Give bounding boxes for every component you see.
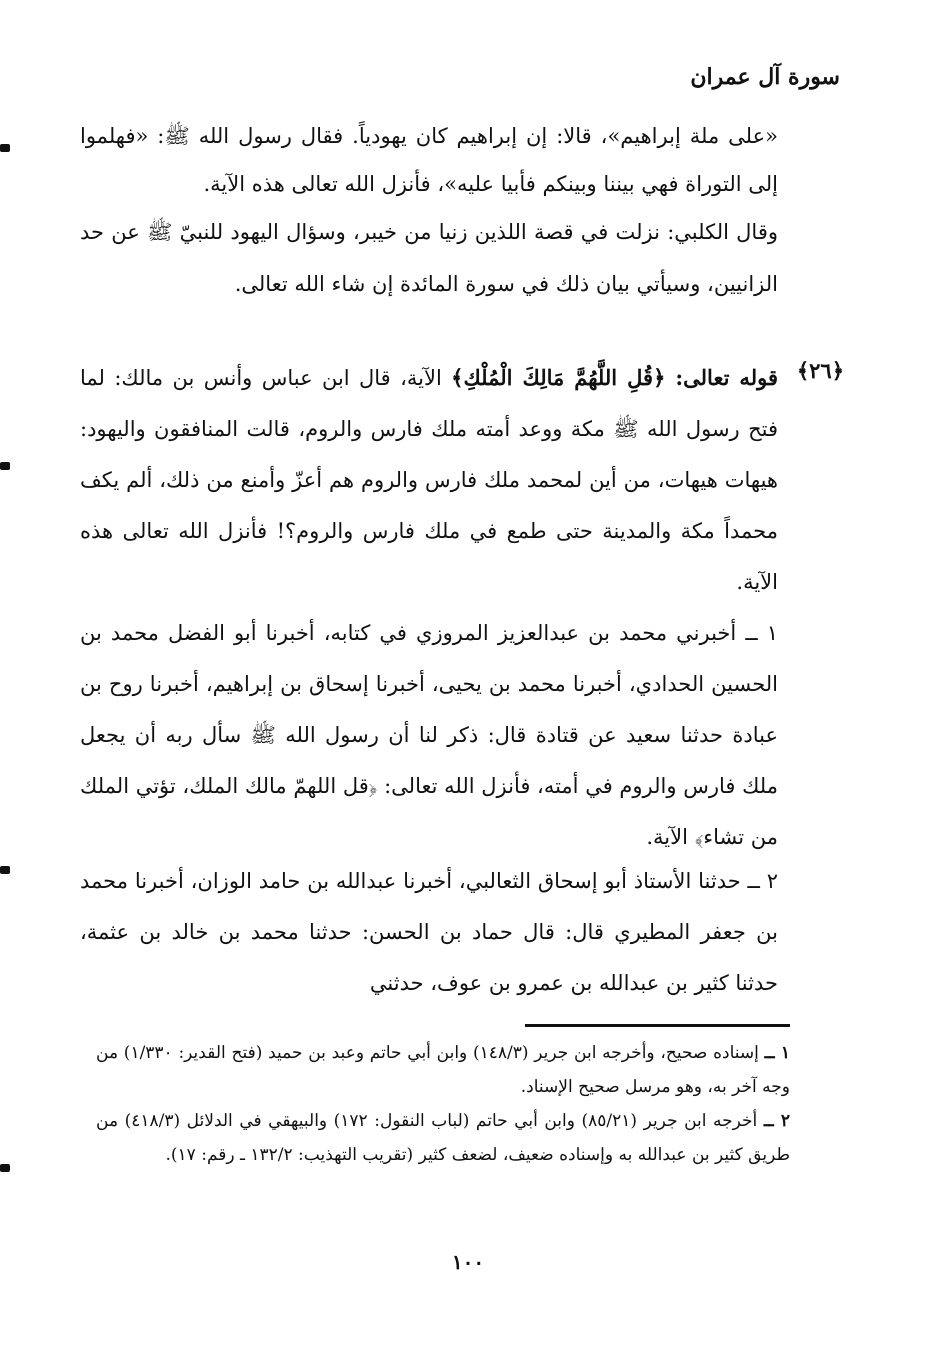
paragraph-2: وقال الكلبي: نزلت في قصة اللذين زنيا من خيبر، وسؤال اليهود للنبيّ ﷺ عن حد الزانيين، وسيأتي بيان ذلك في سورة المائدة إن شاء الله تعالى. [80,220,778,296]
footnotes [96,1036,790,1172]
footnote-number: ٢ ــ [763,1111,790,1131]
scan-edge-mark [0,144,10,152]
page-number: ١٠٠ [451,1250,485,1274]
footnote-text: إسناده صحيح، وأخرجه ابن جرير (١٤٨/٣) وابن أبي حاتم وعبد بن حميد (فتح القدير: ١/٣٣٠) من وجه آخر به، وهو مرسل صحيح الإسناد. [96,1043,790,1097]
paragraph-3-text: الآية، قال ابن عباس وأنس بن مالك: لما فتح رسول الله ﷺ مكة ووعد أمته ملك فارس والروم، قالت المنافقون واليهود: هيهات هيهات، من أين لمحمد ملك فارس والروم هم أعزّ وأمنع من ذلك، ألم يكف محمداً مكة والمدينة حتى طمع في ملك فارس والروم؟! فأنزل الله تعالى هذه الآية. [80,366,778,594]
scan-edge-mark [0,1164,10,1172]
scan-edge-mark [0,866,10,874]
verse-quote: قوله تعالى: ﴿قُلِ اللَّهُمَّ مَالِكَ الْمُلْكِ﴾ [451,365,778,390]
scan-edge-mark [0,462,10,470]
paragraph-3 [80,352,778,608]
footnote-text: أخرجه ابن جرير (٨٥/٢١) وابن أبي حاتم (لباب النقول: ١٧٢) والبيهقي في الدلائل (٤١٨/٣) من طريق كثير بن عبدالله به وإسناده ضعيف، لضعف كثير (تقريب التهذيب: ١٣٢/٢ ـ رقم: ١٧). [96,1111,790,1165]
hadith-2: ٢ ــ حدثنا الأستاذ أبو إسحاق الثعالبي، أخبرنا عبدالله بن حامد الوزان، أخبرنا محمد بن جعفر المطيري قال: قال حماد بن الحسن: حدثنا محمد بن خالد بن عثمة، حدثنا كثير بن عبدالله بن عمرو بن عوف، حدثني [80,869,778,995]
footnote-1 [96,1036,790,1104]
footnote-number: ١ ــ [764,1043,790,1063]
footnote-2 [96,1104,790,1172]
footnote-divider [525,1024,790,1027]
running-header [96,64,840,90]
hadith-1: ١ ــ أخبرني محمد بن عبدالعزيز المروزي في كتابه، أخبرنا أبو الفضل محمد بن الحسين الحدادي، أخبرنا محمد بن يحيى، أخبرنا إسحاق بن إبراهيم، أخبرنا روح بن عبادة حدثنا سعيد عن قتادة قال: ذكر لنا أن رسول الله ﷺ سأل ربه أن يجعل ملك فارس والروم في أمته، فأنزل الله تعالى: ﴿قل اللهمّ مالك الملك، تؤتي الملك من تشاء﴾ الآية. [80,621,778,849]
paragraph-1: «على ملة إبراهيم»، قالا: إن إبراهيم كان يهودياً. فقال رسول الله ﷺ: «فهلموا إلى التوراة فهي بيننا وبينكم فأبيا عليه»، فأنزل الله تعالى هذه الآية. [80,124,778,196]
verse-number: ﴿٢٦﴾ [796,358,844,383]
surah-title: سورة آل عمران [690,64,840,90]
